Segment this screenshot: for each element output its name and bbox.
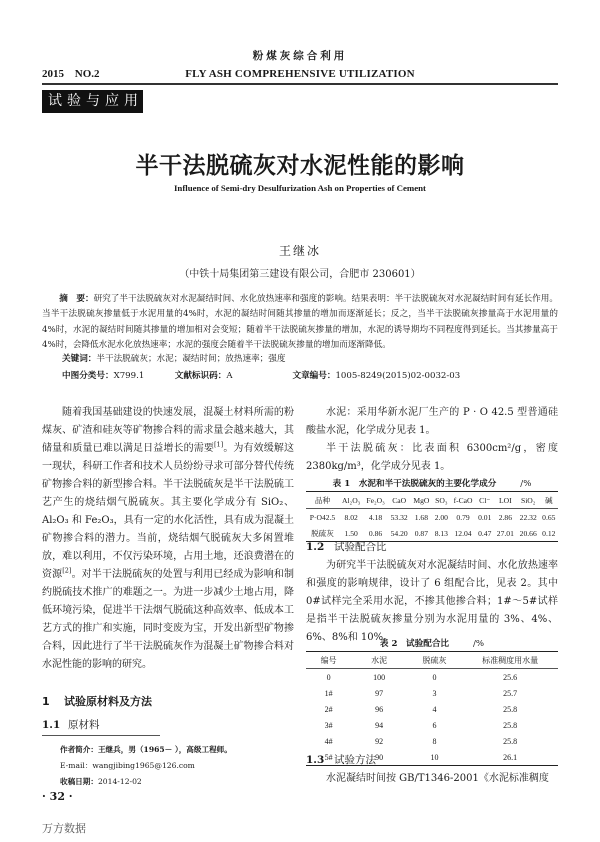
table-cell: 0.01: [478, 512, 492, 522]
table-cell: 8: [432, 736, 437, 746]
classification-line: [62, 369, 552, 381]
table-cell: 0.79: [456, 512, 470, 522]
table-cell: 10: [430, 752, 439, 762]
section-1-title: 试验原材料及方法: [64, 695, 152, 708]
mix-paragraph-text: 为研究半干法脱硫灰对水泥凝结时间、水化放热速率和强度的影响规律，设计了 6 组配合比，见表 2。其中 0#试样完全采用水泥，不掺其他掺合料；1#～5#试样是指半干法脱硫灰掺量分别为水泥用量的 3%、4%、6%、8%和 10%。: [306, 560, 558, 643]
table-1-unit: /%: [520, 479, 532, 489]
section-1-2-title: 试验配合比: [334, 541, 387, 553]
table-cell: 1.50: [344, 528, 358, 538]
table-header-cell: f-CaO: [453, 495, 473, 505]
abstract-text: 研究了半干法脱硫灰对水泥凝结时间、水化放热速率和强度的影响。结果表明：半干法脱硫灰对水泥凝结时间有延长作用。当半干法脱硫灰掺量低于水泥用量的4%时，水泥的凝结时间随其掺量的增加而逐渐延长；反之，当半干法脱硫灰掺量高于水泥用量的4%时，水泥的凝结时间随其掺量的增加相对会变短；随着半干法脱硫灰掺量的增加，水泥的诱导期均不同程度得到延长。当其掺量高于4%时，会降低水泥水化放热速率；水泥的强度会随着半干法脱硫灰掺量的增加而逐渐降低。: [42, 294, 558, 350]
doc-code-value: A: [226, 371, 233, 381]
table-cell: 96: [375, 704, 384, 714]
table-cell: 4#: [324, 736, 333, 746]
table-cell: 8.13: [434, 528, 448, 538]
footnote-author-label: 作者简介：: [60, 745, 98, 754]
affiliation: （中铁十局集团第三建设有限公司，合肥市 230601）: [179, 269, 421, 280]
table-header-cell: LOI: [499, 495, 512, 505]
table-cell: 12.04: [454, 528, 472, 538]
table-cell: 0.87: [414, 528, 429, 538]
table-header-cell: 水泥: [371, 655, 388, 665]
footnote-email: E-mail：wangjibing1965@126.com: [60, 761, 195, 770]
table-cell: 0.12: [542, 528, 556, 538]
keywords: [62, 352, 285, 364]
table-1-title: 表 1 水泥和半干法脱硫灰的主要化学成分: [332, 479, 497, 489]
table-cell: 5#: [324, 752, 333, 762]
table-2-caption: [306, 637, 558, 649]
table-cell: 25.8: [503, 720, 518, 730]
abstract-label: 摘 要：: [59, 294, 94, 304]
table-header-cell: MgO: [413, 495, 430, 505]
author-name: 王继冰: [278, 244, 321, 258]
journal-title-en: FLY ASH COMPREHENSIVE UTILIZATION: [185, 68, 415, 80]
table-cell: 脱硫灰: [311, 528, 334, 538]
table-cell: 1.68: [414, 512, 429, 522]
table-cell: 100: [373, 672, 386, 682]
table-header-cell: 脱硫灰: [422, 655, 447, 665]
table-header-cell: 标准稠度用水量: [482, 655, 539, 665]
table-cell: 2.00: [434, 512, 448, 522]
table-header-cell: 品种: [314, 495, 331, 505]
intro-text-1: 随着我国基础建设的快速发展，混凝土材料所需的粉煤灰、矿渣和硅灰等矿物掺合料的需求量会越来越大，其储量和质量已难以满足日益增长的需要: [42, 407, 294, 454]
keywords-text: 半干法脱硫灰；水泥；凝结时间；放热速率；强度: [96, 354, 286, 364]
table-cell: 4: [432, 704, 437, 714]
column-tag: 试验与应用: [42, 90, 143, 113]
article-title-cn: 半干法脱硫灰对水泥性能的影响: [135, 152, 465, 179]
method-paragraph-text: 水泥凝结时间按 GB/T1346-2001《水泥标准稠度: [326, 773, 549, 784]
table-cell: 22.32: [519, 512, 537, 522]
table-2: [306, 651, 558, 766]
table-cell: 1#: [324, 688, 333, 698]
year-issue: 2015 NO.2: [42, 68, 100, 80]
header-rule: [42, 83, 558, 85]
citation-2: [2]: [62, 566, 72, 575]
section-1-3-number: 1.3: [306, 754, 325, 766]
citation-1: [1]: [213, 440, 224, 449]
table-cell: 6: [432, 720, 437, 730]
section-1-1-heading: [42, 717, 100, 732]
section-1-number: 1: [42, 695, 50, 708]
table-cell: 0.47: [478, 528, 492, 538]
page-number: · 32 ·: [42, 790, 73, 803]
table-cell: 25.7: [503, 688, 518, 698]
table-cell: 92: [375, 736, 384, 746]
ash-paragraph: 半干法脱硫灰：比表面积 6300cm²/g，密度 2380kg/m³，化学成分见表 1。: [306, 443, 558, 472]
table-row: [306, 685, 558, 701]
table-row: [306, 701, 558, 717]
clc-value: X799.1: [113, 371, 145, 381]
section-1-3-heading: [306, 752, 376, 767]
intro-text-3: 。对半干法脱硫灰的处置与利用已经成为影响和制约脱硫技术推广的难题之一。为进一步减少土地占用，降低环境污染，促进半干法烟气脱硫这种高效率、低成本工艺方式的推广和实施，同时变废为宝，开发出新型矿物掺合料，因此进行了半干法脱硫灰作为混凝土矿物掺合料对水泥性能的影响的研究。: [42, 569, 295, 670]
materials-paragraphs: [306, 404, 558, 476]
table-row: [306, 717, 558, 733]
watermark: 万方数据: [42, 822, 86, 835]
section-1-3-title: 试验方法: [334, 754, 376, 766]
table-cell: 25.8: [503, 704, 518, 714]
table-cell: 94: [375, 720, 384, 730]
table-header-cell: Al₂O₃: [341, 495, 361, 505]
article-title-en: Influence of Semi-dry Desulfurization Ash on Properties of Cement: [174, 183, 426, 193]
abstract: [42, 292, 558, 353]
table-row: [306, 509, 558, 526]
table-header-cell: SO₃: [435, 495, 448, 505]
table-row: [306, 669, 558, 686]
section-1-2-number: 1.2: [306, 541, 325, 553]
table-cell: 0.86: [368, 528, 383, 538]
cement-paragraph: 水泥：采用华新水泥厂生产的 P · O 42.5 型普通硅酸盐水泥，化学成分见表 1。: [306, 407, 558, 436]
table-2-title: 表 2 试验配合比: [379, 639, 450, 649]
table-cell: 4.18: [368, 512, 383, 522]
clc-label: 中图分类号：: [62, 371, 114, 381]
table-2-unit: /%: [473, 639, 485, 649]
journal-title-cn: 粉煤灰综合利用: [252, 50, 348, 62]
section-1-1-number: 1.1: [42, 719, 61, 731]
table-header-cell: 碱: [545, 495, 553, 505]
table-1: [306, 491, 558, 542]
table-cell: 8.02: [344, 512, 358, 522]
footnote-received-date: 2014-12-02: [97, 777, 142, 786]
footnote-author-info: 王继兵，男（1965－ ），高级工程师。: [97, 745, 232, 754]
section-1-heading: [42, 693, 152, 709]
doc-code-label: 文献标识码：: [174, 371, 227, 381]
table-cell: 0: [432, 672, 437, 682]
table-header-cell: 编号: [320, 655, 337, 665]
table-cell: 26.1: [503, 752, 518, 762]
table-header-row: [306, 652, 558, 669]
table-cell: 0.65: [542, 512, 556, 522]
table-cell: 20.66: [519, 528, 537, 538]
table-cell: 53.32: [390, 512, 408, 522]
table-cell: 3#: [324, 720, 333, 730]
table-cell: 97: [375, 688, 384, 698]
table-cell: 54.20: [390, 528, 408, 538]
article-no-label: 文章编号：: [292, 371, 336, 381]
keywords-label: 关键词：: [62, 354, 97, 364]
article-no-value: 1005-8249(2015)02-0032-03: [335, 371, 461, 381]
intro-paragraph: [42, 404, 294, 674]
table-cell: 27.01: [496, 528, 514, 538]
table-cell: 25.8: [503, 736, 518, 746]
section-1-1-title: 原材料: [68, 719, 100, 731]
table-header-cell: CaO: [392, 495, 407, 505]
table-cell: 3: [432, 688, 437, 698]
intro-text-2: 。为有效缓解这一现状，科研工作者和技术人员纷纷寻求可部分替代传统矿物掺合料的新型掺合料。半干法脱硫灰是半干法脱硫工艺产生的烧结烟气脱硫灰。其主要化学成分有 SiO₂、Al₂O₃ 和 Fe₂O₃，具有一定的水化活性，具有成为混凝土矿物掺合料的潜力。当前，烧结烟气脱硫灰大多闲置堆放，难以利用，不仅污染环境，占用土地，还浪费潜在的资源: [42, 443, 295, 580]
table-cell: 90: [375, 752, 384, 762]
table-header-cell: Cl⁻: [479, 495, 491, 505]
table-1-caption: [306, 477, 558, 489]
mix-paragraph: [306, 557, 558, 647]
table-cell: 2.86: [498, 512, 512, 522]
table-cell: 0: [326, 672, 331, 682]
table-row: [306, 733, 558, 749]
table-header-row: [306, 492, 558, 509]
method-paragraph: [306, 770, 558, 788]
table-header-cell: SiO₂: [520, 495, 536, 505]
table-header-cell: Fe₂O₃: [366, 495, 385, 505]
table-cell: P·O42.5: [309, 512, 336, 522]
section-1-2-heading: [306, 539, 387, 554]
footnote-rule: [42, 735, 160, 736]
table-cell: 25.6: [503, 672, 518, 682]
table-cell: 2#: [324, 704, 333, 714]
footnote: [60, 742, 232, 790]
footnote-received-label: 收稿日期：: [60, 777, 98, 786]
